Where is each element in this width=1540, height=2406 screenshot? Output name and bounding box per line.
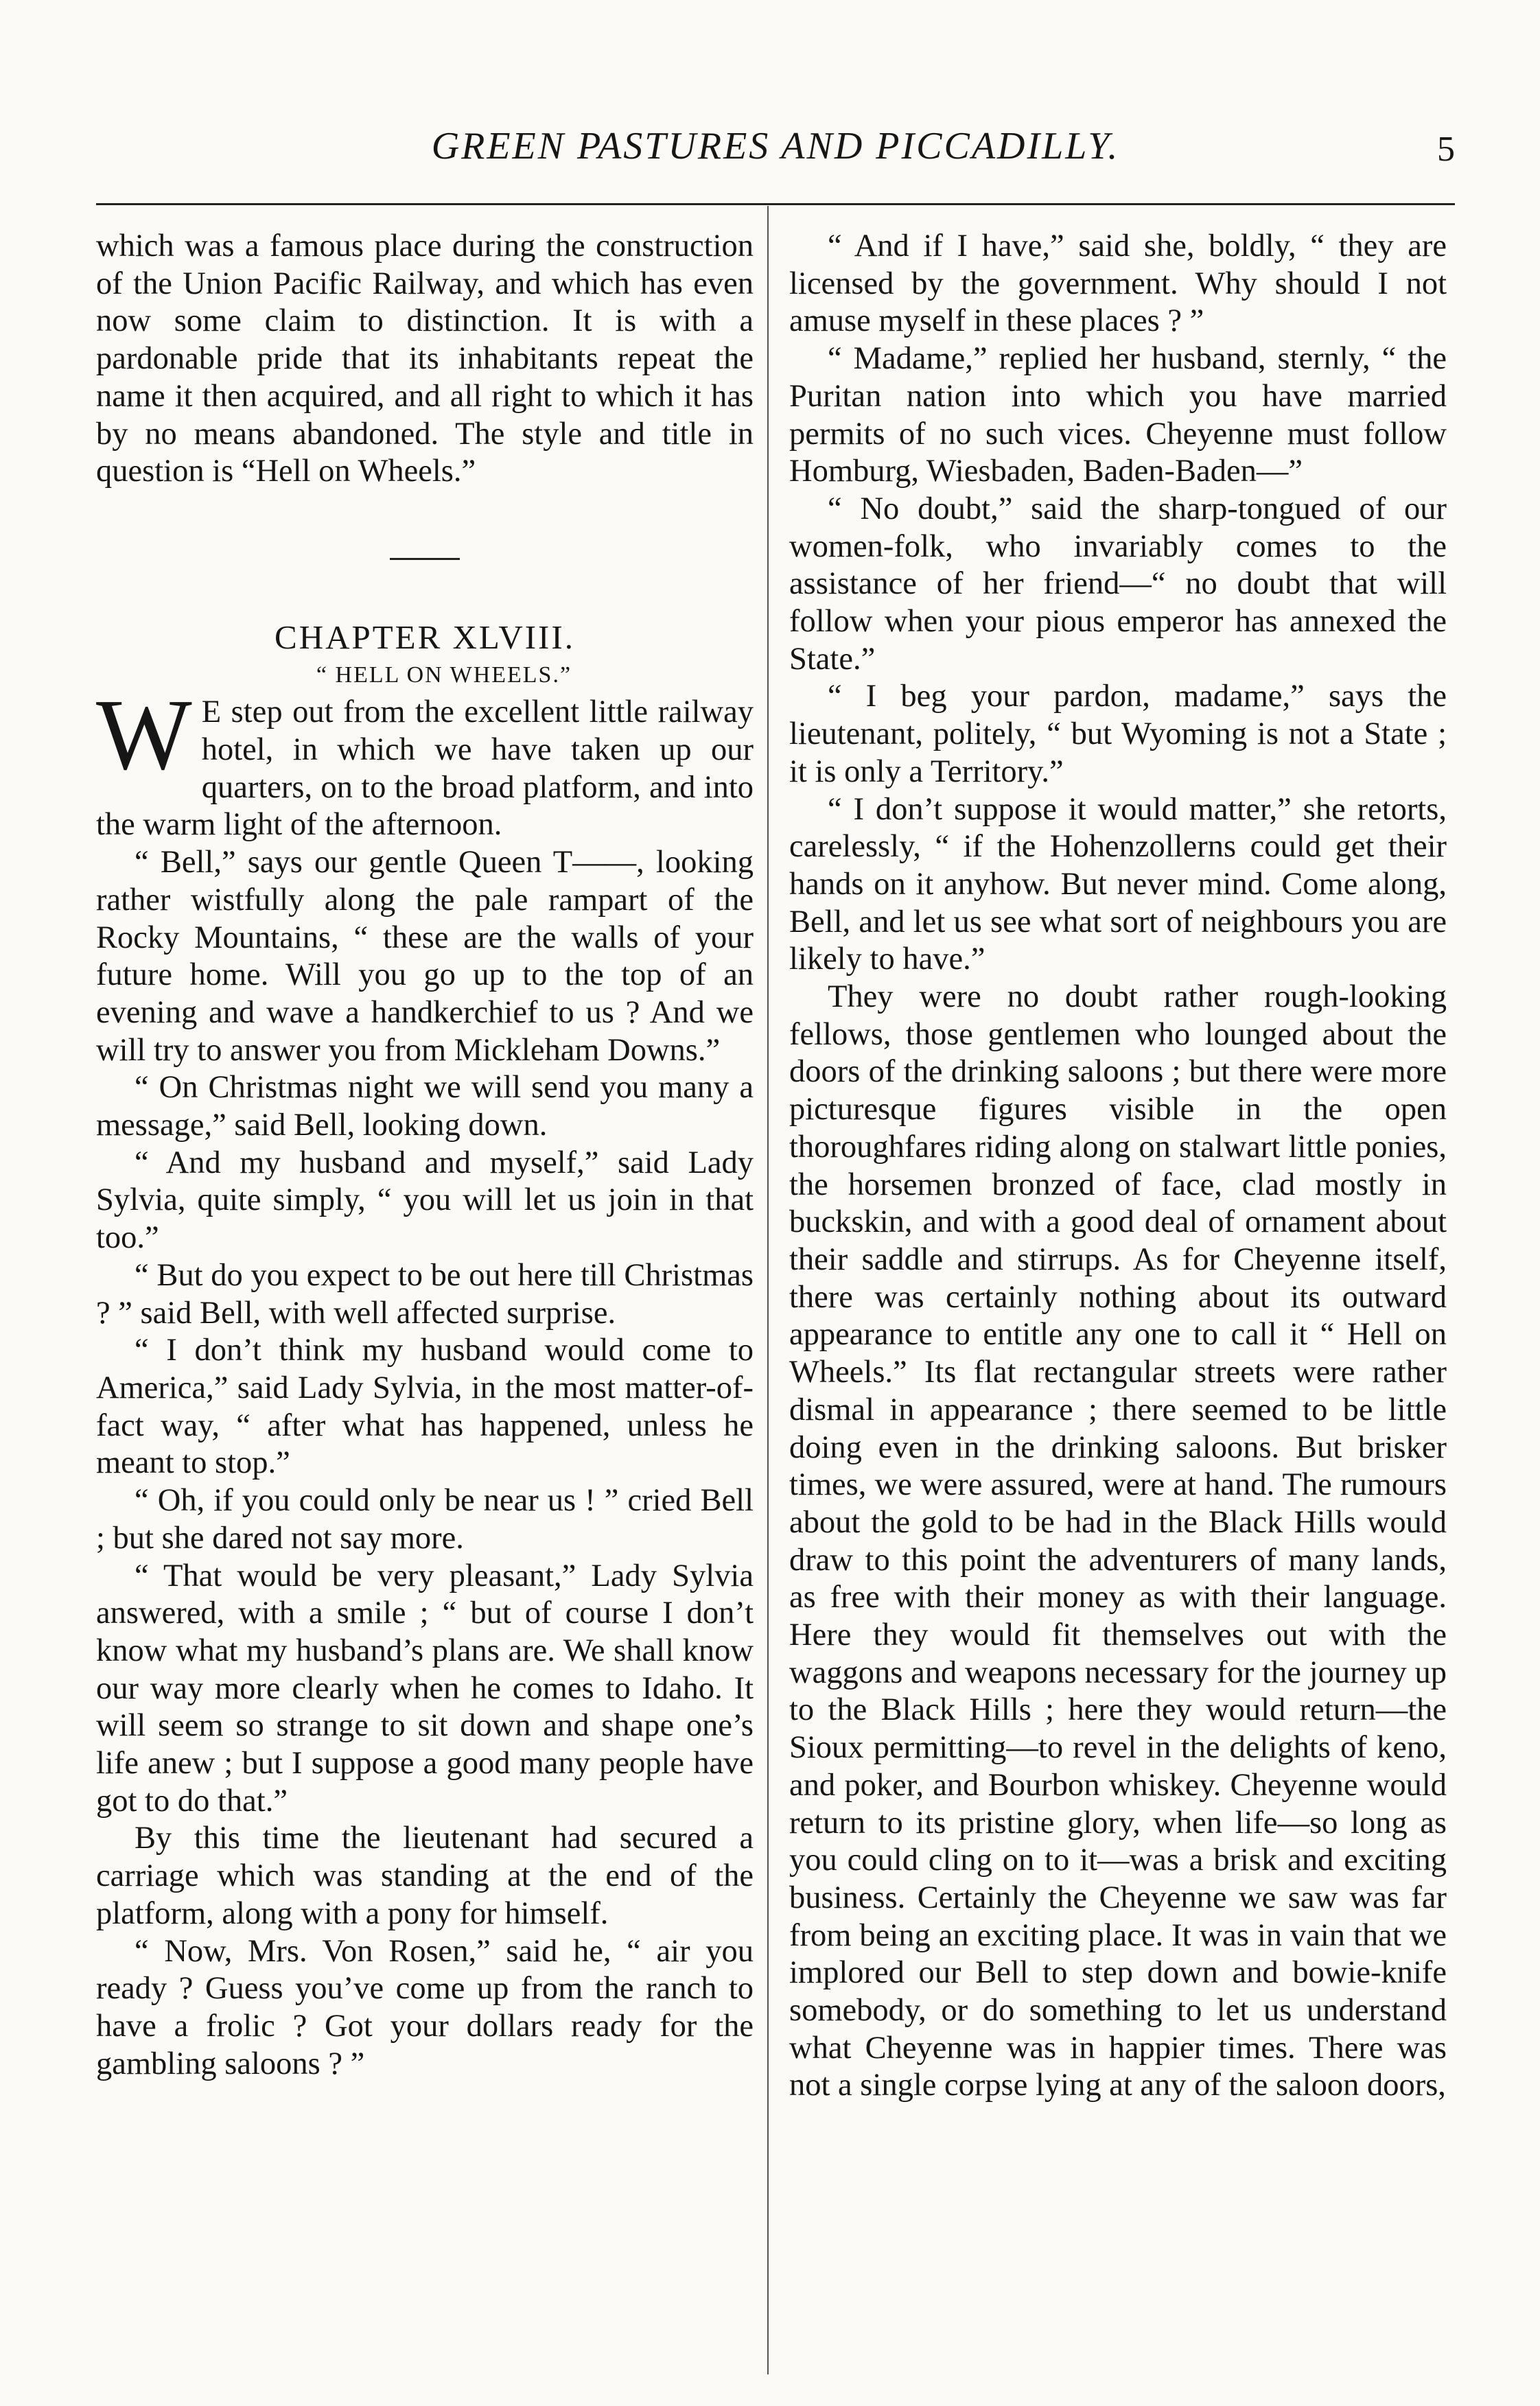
opening-paragraph <box>96 679 754 844</box>
paragraph: “ I beg your pardon, madame,” says the lieutenant, politely, “ but Wyoming is not a State ; it is only a Territory.” <box>789 679 1447 789</box>
column-divider <box>767 206 769 2374</box>
header-rule <box>96 203 1455 205</box>
section-rule <box>390 558 460 560</box>
opening-paragraph-text: E step out from the excellent little railway hotel, in which we have taken up our quarters, on to the broad platform, and into the warm light of the afternoon. <box>96 694 754 843</box>
paragraph: “ Madame,” replied her husband, sternly, “ the Puritan nation into which you have married permits of no such vices. Cheyenne must follow Homburg, Wiesbaden, Baden-Baden—” <box>789 341 1447 489</box>
drop-cap: W <box>96 679 192 792</box>
paragraph: “ I don’t suppose it would matter,” she retorts, carelessly, “ if the Hohenzollerns could get their hands on it anyhow. But never mind. Come along, Bell, and let us see what sort of neighbours you are likely to have.” <box>789 791 1447 977</box>
paragraph: “ No doubt,” said the sharp-tongued of our women-folk, who invariably comes to the assistance of her friend—“ no doubt that will follow when your pious emperor has annexed the State.” <box>789 491 1447 677</box>
paragraph: which was a famous place during the construction of the Union Pacific Railway, and which has even now some claim to distinction. It is with a pardonable pride that its inhabitants repeat the name it then acquired, and all right to which it has by no means abandoned. The style and title in question is “Hell on Wheels.” <box>96 229 754 489</box>
paragraph: “ But do you expect to be out here till Christmas ? ” said Bell, with well affected surprise. <box>96 1257 754 1331</box>
right-column <box>789 228 1447 2376</box>
paragraph: “ Oh, if you could only be near us ! ” cried Bell ; but she dared not say more. <box>96 1483 754 1556</box>
left-column <box>96 228 754 2376</box>
paragraph: “ Now, Mrs. Von Rosen,” said he, “ air you ready ? Guess you’ve come up from the ranch to have a frolic ? Got your dollars ready for the gambling saloons ? ” <box>96 1933 754 2081</box>
page-number: 5 <box>1437 130 1455 169</box>
paragraph: “ I don’t think my husband would come to America,” said Lady Sylvia, in the most matter-of-fact way, “ after what has happened, unless he meant to stop.” <box>96 1333 754 1481</box>
page-header <box>96 122 1455 170</box>
paragraph: “ And if I have,” said she, boldly, “ they are licensed by the government. Why should I not amuse myself in these places ? ” <box>789 229 1447 339</box>
paragraph: “ And my husband and myself,” said Lady Sylvia, quite simply, “ you will let us join in that too.” <box>96 1145 754 1256</box>
paragraph: By this time the lieutenant had secured a carriage which was standing at the end of the platform, along with a pony for himself. <box>96 1821 754 1931</box>
chapter-subtitle: “ HELL ON WHEELS.” <box>316 662 572 688</box>
running-title: GREEN PASTURES AND PICCADILLY. <box>431 125 1120 167</box>
paragraph: “ Bell,” says our gentle Queen T——, looking rather wistfully along the pale rampart of the Rocky Mountains, “ these are the walls of your future home. Will you go up to the top of an evening and wave a handkerchief to us ? And we will try to answer you from Mickleham Downs.” <box>96 845 754 1068</box>
paragraph: “ That would be very pleasant,” Lady Sylvia answered, with a smile ; “ but of course I don’t know what my husband’s plans are. We shall know our way more clearly when he comes to Idaho. It will seem so strange to sit down and shape one’s life anew ; but I suppose a good many people have got to do that.” <box>96 1558 754 1819</box>
chapter-title: CHAPTER XLVIII. <box>275 618 575 656</box>
paragraph: “ On Christmas night we will send you many a message,” said Bell, looking down. <box>96 1070 754 1143</box>
paragraph: They were no doubt rather rough-looking fellows, those gentlemen who lounged about the doors of the drinking saloons ; but there were more picturesque figures visible in the open thoroughfares riding along on stalwart little ponies, the horsemen bronzed of face, clad mostly in buckskin, and with a good deal of ornament about their saddle and stirrups. As for Cheyenne itself, there was certainly nothing about its outward appearance to entitle any one to call it “ Hell on Wheels.” Its flat rectangular streets were rather dismal in appearance ; there seemed to be little doing even in the drinking saloons. But brisker times, we were assured, were at hand. The rumours about the gold to be had in the Black Hills would draw to this point the adventurers of many lands, as free with their money as with their language. Here they would fit themselves out with the waggons and weapons necessary for the journey up to the Black Hills ; here they would return—the Sioux permitting—to revel in the delights of keno, and poker, and Bourbon whiskey. Cheyenne would return to its pristine glory, when life—so long as you could cling on to it—was a brisk and exciting business. Certainly the Cheyenne we saw was far from being an exciting place. It was in vain that we implored our Bell to step down and bowie-knife somebody, or do something to let us understand what Cheyenne was in happier times. There was not a single corpse lying at any of the saloon doors, <box>789 979 1447 2103</box>
